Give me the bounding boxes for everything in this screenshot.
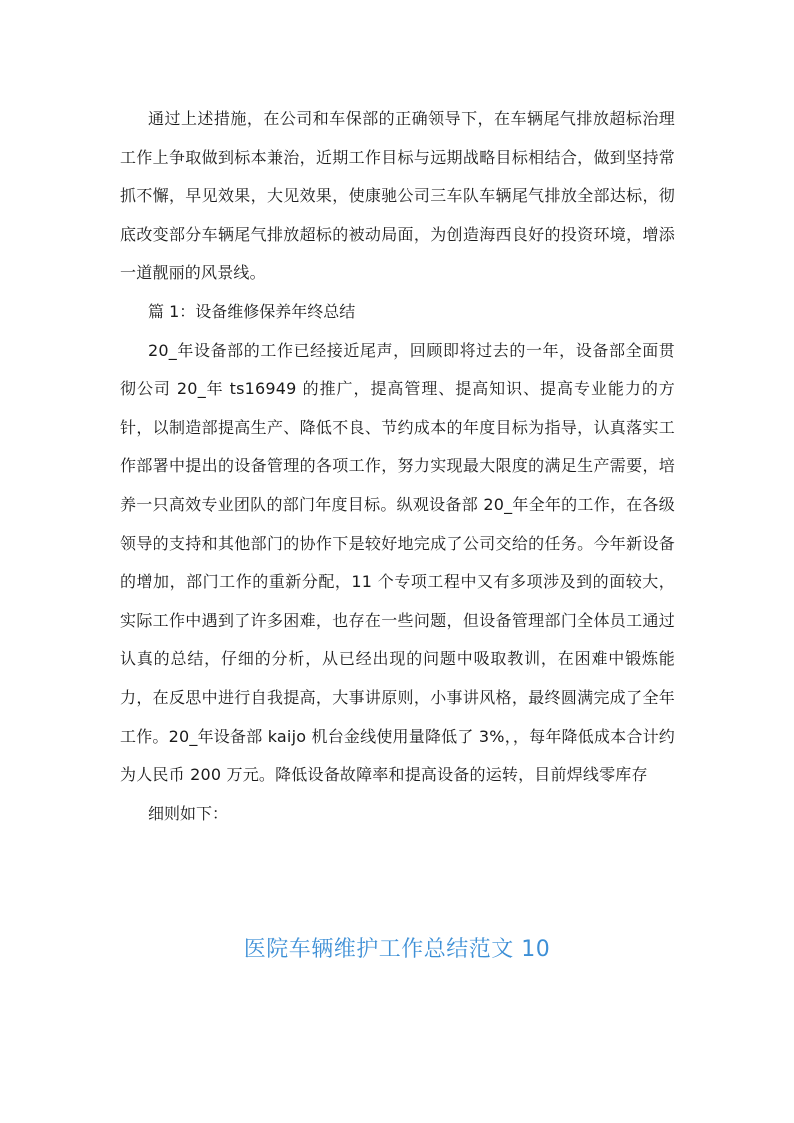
details-line: 细则如下： (148, 803, 229, 823)
document-title: 医院车辆维护工作总结范文 10 (243, 937, 551, 962)
document-body (120, 100, 675, 833)
paragraph-equipment-summary: 20_年设备部的工作已经接近尾声，回顾即将过去的一年，设备部全面贯彻公司 20_年 ts16949 的推广，提高管理、提高知识、提高专业能力的方针，以制造部提高生产、降低不良、节约成本的年度目标为指导，认真落实工作部署中提出的设备管理的各项工作，努力实现最大限度的满足生产需要，培养一只高效专业团队的部门年度目标。纵观设备部 20_年全年的工作，在各级领导的支持和其他部门的协作下是较好地完成了公司交给的任务。今年新设备的增加，部门工作的重新分配，11 个专项工程中又有多项涉及到的面较大，实际工作中遇到了许多困难，也存在一些问题，但设备管理部门全体员工通过认真的总结，仔细的分析，从已经出现的问题中吸取教训，在困难中锻炼能力，在反思中进行自我提高，大事讲原则，小事讲风格，最终圆满完成了全年工作。20_年设备部 kaijo 机台金线使用量降低了 3%，，每年降低成本合计约为人民币 200 万元。降低设备故障率和提高设备的运转，目前焊线零库存 (120, 340, 675, 785)
section-heading: 篇 1：设备维修保养年终总结 (148, 301, 356, 321)
paragraph-emission-measures: 通过上述措施，在公司和车保部的正确领导下，在车辆尾气排放超标治理工作上争取做到标本兼治，近期工作目标与远期战略目标相结合，做到坚持常抓不懈，早见效果，大见效果，使康驰公司三车队车辆尾气排放全部达标，彻底改变部分车辆尾气排放超标的被动局面，为创造海西良好的投资环境，增添一道靓丽的风景线。 (120, 109, 675, 283)
